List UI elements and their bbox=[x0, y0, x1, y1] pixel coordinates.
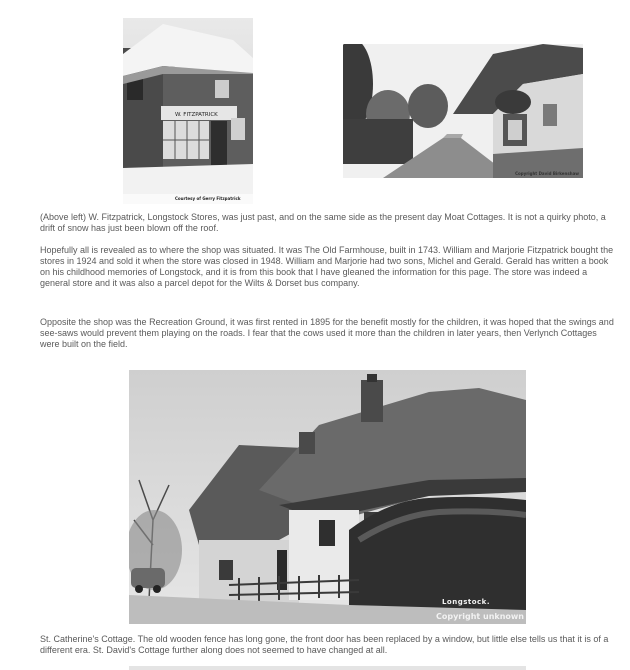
next-photo-edge bbox=[129, 666, 526, 670]
paragraph: (Above left) W. Fitzpatrick, Longstock Stores, was just past, and on the same side as the present day Moat Cottages. It is not a quirky photo, a drift of snow has just been blown off the roof. bbox=[40, 212, 606, 233]
shop-sign: W. FITZPATRICK bbox=[175, 112, 218, 118]
paragraph: Hopefully all is revealed as to where the shop was situated. It was The Old Farmhouse, built in 1743. William and Marjorie Fitzpatrick bought the stores in 1924 and sold it when the store was closed in 1948. William and Marjorie had two sons, Michel and Gerald. Gerald has written a book on his childhood memories of Longstock, and it is from this book that I have gleaned the information for this page. The store was indeed a general store and it was also a parcel depot for the Wilts & Dorset bus company. bbox=[40, 245, 614, 288]
photo-credit: Copyright unknown bbox=[435, 612, 524, 621]
village-road-photo bbox=[343, 44, 583, 178]
paragraph: Opposite the shop was the Recreation Ground, it was first rented in 1895 for the benefit mostly for the children, it was hoped that the swings and see-saws would prevent them playing on the roads. I fear that the cows used it more than the children in later years, then Verlynch Cottages were built on the field. bbox=[40, 317, 614, 349]
paragraph: St. Catherine's Cottage. The old wooden fence has long gone, the front door has been replaced by a window, but little else tells us that it is of a different era. St. David's Cottage further along does not seemed to have changed at all. bbox=[40, 634, 609, 655]
photo-credit: Courtesy of Gerry Fitzpatrick bbox=[175, 196, 241, 201]
photo-credit: Copyright David Birkenshaw bbox=[515, 171, 579, 176]
photo-caption: Longstock. bbox=[441, 598, 490, 606]
fitzpatrick-stores-photo bbox=[123, 18, 253, 204]
st-catherines-cottage-photo bbox=[129, 370, 526, 624]
